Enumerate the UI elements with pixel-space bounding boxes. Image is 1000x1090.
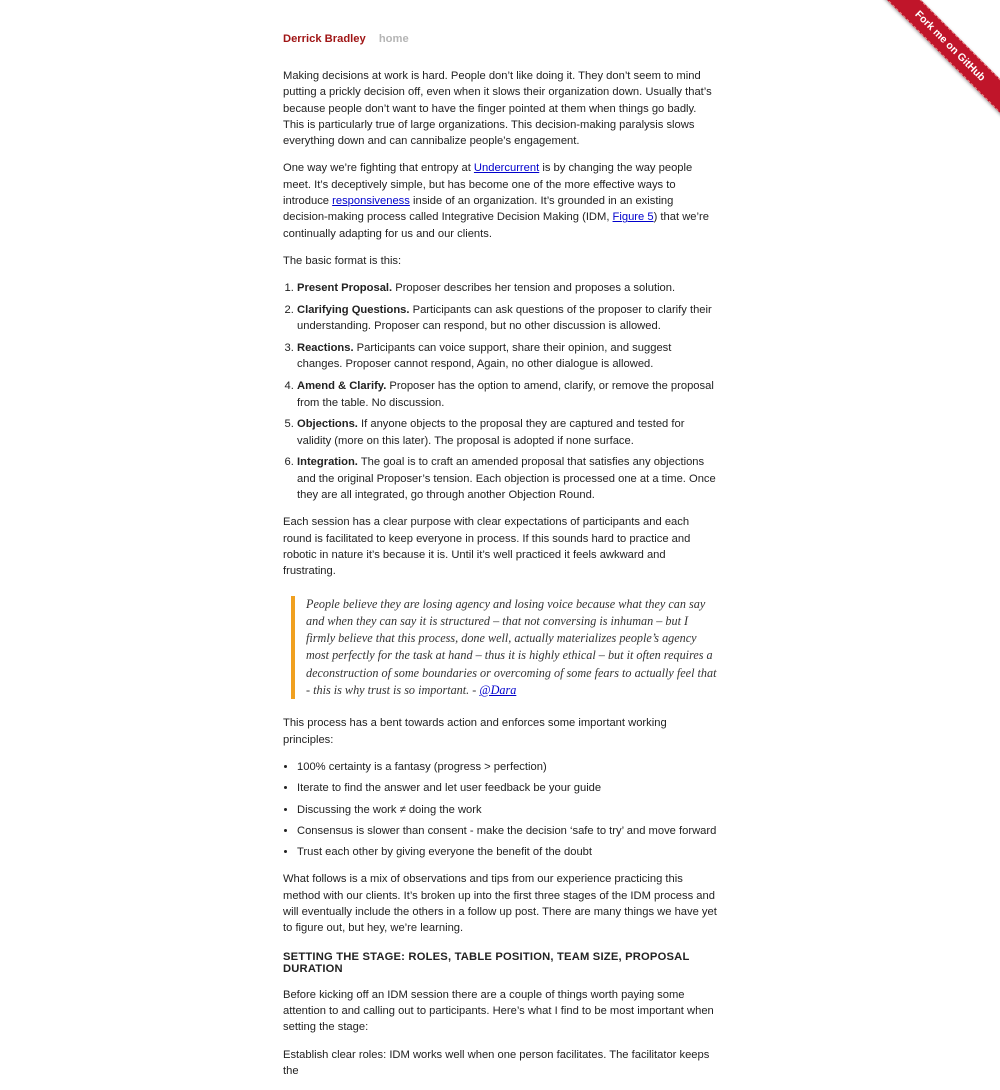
step-text: If anyone objects to the proposal they are captured and tested for validity (more on this later). The proposal is adopted if none surface.: [297, 418, 685, 447]
list-item: • 100% certainty is a fantasy (progress > perfection): [297, 759, 717, 775]
list-item: • Discussing the work ≠ doing the work: [297, 802, 717, 818]
p2-text-c: inside of an organization. It’s grounded in an existing decision-making process called Integrative Decision Making (IDM,: [283, 195, 674, 224]
figure-5-link[interactable]: Figure 5: [612, 211, 654, 224]
intro-paragraph: Making decisions at work is hard. People don’t like doing it. They don’t seem to mind putting a prickly decision off, even when it slows their organization down. Usually that’s because people don’t want to have the finger pointed at them when things go badly. This is particularly true of large organizations. This decision-making paralysis slows everything down and can cannibalize people’s engagement.: [283, 70, 712, 148]
list-item: [297, 378, 717, 411]
step-text: The goal is to craft an amended proposal that satisfies any objections and the original Proposer’s tension. Each objection is processed one at a time. Once they are all integrated, go through another Objection Round.: [297, 456, 716, 502]
p2-text-d: ) that we’re continually adapting for us and our clients.: [283, 211, 709, 240]
principles-list: [283, 759, 717, 861]
list-item: [297, 454, 717, 503]
step-title: Integration.: [297, 456, 358, 469]
list-item: [297, 302, 717, 335]
step-text: Proposer has the option to amend, clarify, or remove the proposal from the table. No discussion.: [297, 380, 714, 409]
list-item: [297, 280, 717, 296]
list-item: • Trust each other by giving everyone the benefit of the doubt: [297, 844, 717, 860]
author-link[interactable]: Derrick Bradley: [283, 33, 366, 45]
roles-paragraph: Establish clear roles: IDM works well when one person facilitates. The facilitator keeps the: [283, 1048, 710, 1077]
github-ribbon-container: [850, 0, 1000, 150]
step-text: Participants can ask questions of the proposer to clarify their understanding. Proposer can respond, but no other discussion is allowed.: [297, 304, 712, 333]
step-title: Reactions.: [297, 342, 354, 355]
format-intro: The basic format is this:: [283, 254, 402, 267]
p2-text-a: One way we’re fighting that entropy at: [283, 162, 474, 175]
idm-steps-list: [283, 280, 717, 503]
undercurrent-paragraph: [283, 160, 717, 241]
list-item: [297, 416, 717, 449]
step-title: Amend & Clarify.: [297, 380, 387, 393]
section-heading: SETTING THE STAGE: ROLES, TABLE POSITION, TEAM SIZE, PROPOSAL DURATION: [283, 950, 690, 975]
step-title: Present Proposal.: [297, 282, 393, 295]
list-item: • Iterate to find the answer and let user feedback be your guide: [297, 780, 717, 796]
site-nav: [283, 33, 717, 49]
quote-text: People believe they are losing agency and losing voice because what they can say and when they can say it is structured – that not conversing is inhuman – but I firmly believe that this process, done well, actually materializes people’s agency most perfectly for the task at hand – thus it is highly ethical – but it often requires a deconstruction of some boundaries or overcoming of some fears to actually feel that - this is why trust is so important. -: [306, 596, 717, 697]
home-link[interactable]: home: [378, 33, 409, 45]
principles-intro: This process has a bent towards action and enforces some important working principles:: [283, 717, 667, 746]
pull-quote: [291, 596, 717, 700]
fork-me-on-github-ribbon[interactable]: Fork me on GitHub: [871, 0, 1000, 125]
step-title: Clarifying Questions.: [297, 304, 410, 317]
step-text: Proposer describes her tension and proposes a solution.: [392, 282, 676, 295]
list-item: [297, 340, 717, 373]
article-column: [283, 0, 717, 1090]
list-item: • Consensus is slower than consent - make the decision ‘safe to try’ and move forward: [297, 823, 717, 839]
dara-link[interactable]: @Dara: [479, 683, 517, 697]
session-paragraph: Each session has a clear purpose with clear expectations of participants and each round is facilitated to keep everyone in process. If this sounds hard to practice and robotic in nature it’s because it is. Until it’s well practiced it feels awkward and frustrating.: [283, 516, 691, 578]
step-text: Participants can voice support, share their opinion, and suggest changes. Proposer cannot respond, Again, no other dialogue is allowed.: [297, 342, 672, 371]
p2-text-b: is by changing the way people meet. It’s deceptively simple, but has become one of the more effective ways to introduce: [283, 162, 693, 208]
setting-stage-paragraph: Before kicking off an IDM session there are a couple of things worth paying some attention to and calling out to participants. Here’s what I find to be most important when setting the stage:: [283, 988, 714, 1034]
step-title: Objections.: [297, 418, 358, 431]
responsiveness-link[interactable]: responsiveness: [332, 195, 410, 208]
follows-paragraph: What follows is a mix of observations and tips from our experience practicing this method with our clients. It’s broken up into the first three stages of the IDM process and will eventually include the others in a follow up post. There are many things we have yet to figure out, but hey, we’re learning.: [283, 873, 717, 935]
undercurrent-link[interactable]: Undercurrent: [473, 162, 540, 175]
